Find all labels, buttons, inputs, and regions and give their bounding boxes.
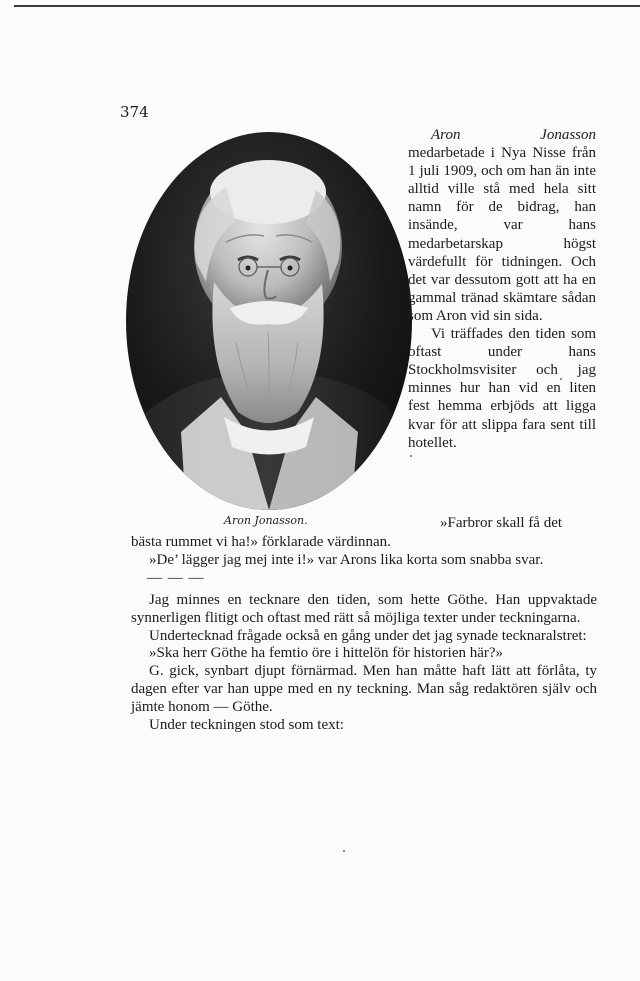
quote-start-line: »Farbror skall få det [440, 515, 563, 531]
side-paragraph [408, 126, 596, 325]
side-paragraph: Vi träffades den tiden som oftast under hans Stockholmsvisiter och jag minnes hur han vid en liten fest hemma erbjöds att ligga kvar för att slippa fara sent till hotellet. [408, 326, 596, 451]
paper-speck [410, 455, 412, 457]
body-paragraph: »Ska herr Göthe ha femtio öre i hittelön för historien här?» [149, 645, 504, 662]
body-paragraph: »De’ lägger jag mej inte i!» var Arons lika korta som snabba svar. [149, 551, 544, 568]
section-divider: — — — [147, 569, 205, 586]
body-paragraph: Under teckningen stod som text: [149, 717, 344, 734]
body-text [131, 534, 597, 735]
body-paragraph: Jag minnes en tecknare den tiden, som hette Göthe. Han uppvaktade synnerligen flitigt och oftast med rätt så möjliga texter under teckningarna. [131, 591, 597, 626]
body-paragraph: bästa rummet vi ha!» förklarade värdinnan. [131, 534, 391, 550]
portrait-photo [126, 132, 412, 510]
portrait-caption: Aron Jonasson. [224, 514, 308, 527]
paper-speck [560, 378, 562, 380]
paper-speck [343, 850, 345, 852]
side-column-text [408, 126, 596, 452]
page-number: 374 [120, 103, 149, 121]
body-paragraph: G. gick, synbart djupt förnärmad. Men han måtte haft lätt att förlåta, ty dagen efter var han uppe med en ny teckning. Man såg redaktören själv och jämte honom — Göthe. [131, 663, 597, 716]
person-name: Aron Jonasson [431, 127, 596, 143]
side-paragraph-text: medarbetade i Nya Nisse från 1 juli 1909, och om han än inte alltid ville stå med hela sitt namn för de bidrag, han insände, var hans medarbetarskap högst värdefullt för tidningen. Och det var dessutom gott att ha en gammal tränad skämtare sådan som Aron vid sin sida. [408, 145, 596, 324]
top-rule [14, 5, 640, 7]
body-paragraph: Undertecknad frågade också en gång under det jag synade tecknaralstret: [149, 627, 587, 644]
